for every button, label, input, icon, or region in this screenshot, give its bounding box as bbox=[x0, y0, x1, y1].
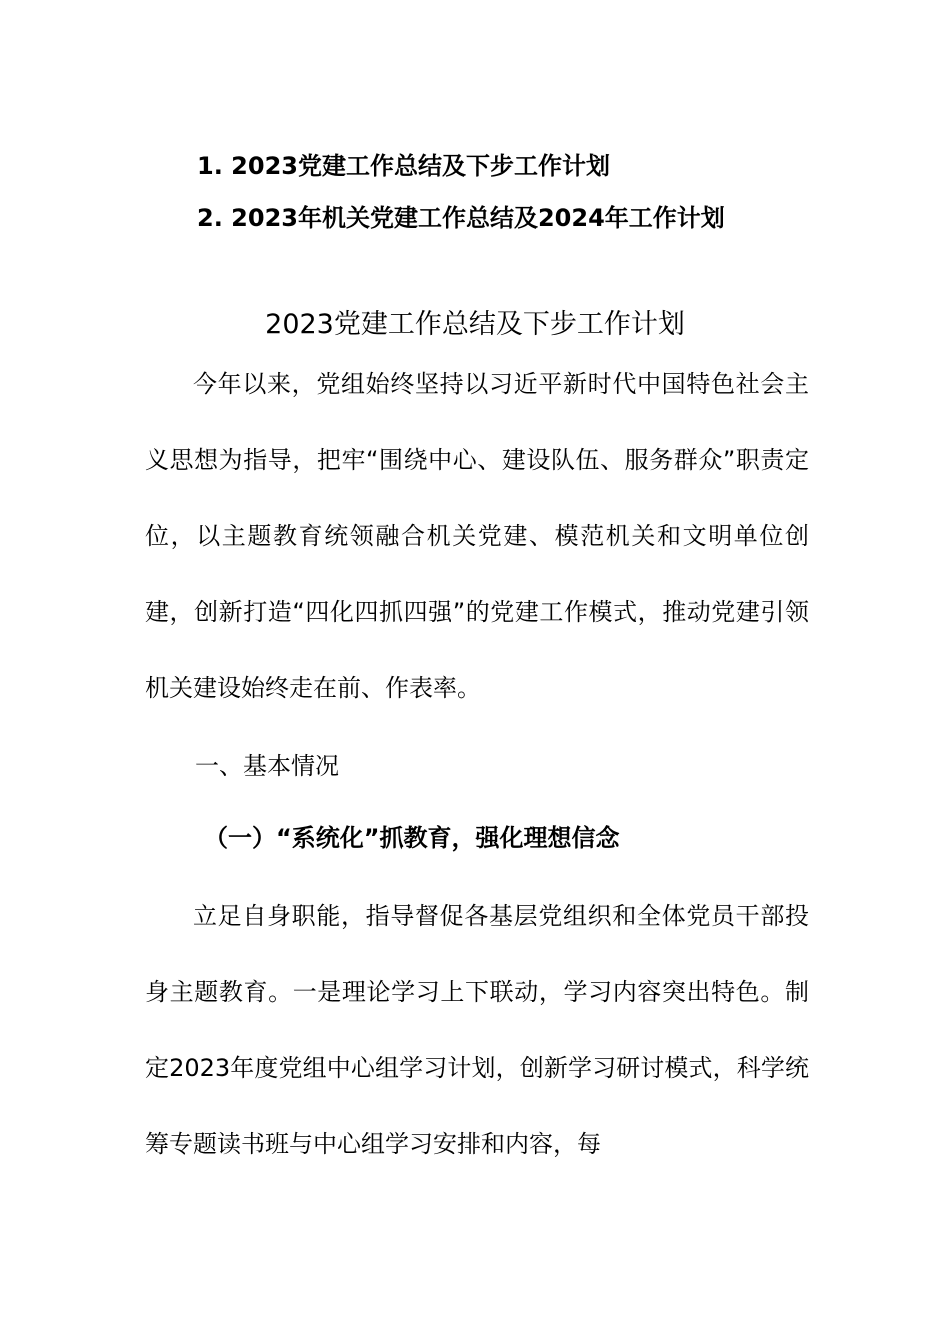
document-title: 2023党建工作总结及下步工作计划 bbox=[265, 309, 685, 340]
subsection-heading: （一）“系统化”抓教育，强化理想信念 bbox=[204, 824, 620, 852]
body-paragraph: 立足自身职能，指导督促各基层党组织和全体党员干部投身主题教育。一是理论学习上下联动，学习内容突出特色。制定2023年度党组中心组学习计划，创新学习研讨模式，科学统筹专题读书班与中心组学习安排和内容，每 bbox=[145, 902, 809, 1158]
toc-item-1: 1. 2023党建工作总结及下步工作计划 bbox=[197, 152, 610, 180]
section-heading: 一、基本情况 bbox=[195, 752, 339, 780]
intro-paragraph: 今年以来，党组始终坚持以习近平新时代中国特色社会主义思想为指导，把牢“围绕中心、建设队伍、服务群众”职责定位，以主题教育统领融合机关党建、模范机关和文明单位创建，创新打造“四化四抓四强”的党建工作模式，推动党建引领机关建设始终走在前、作表率。 bbox=[145, 370, 809, 702]
toc-item-2: 2. 2023年机关党建工作总结及2024年工作计划 bbox=[197, 204, 725, 232]
